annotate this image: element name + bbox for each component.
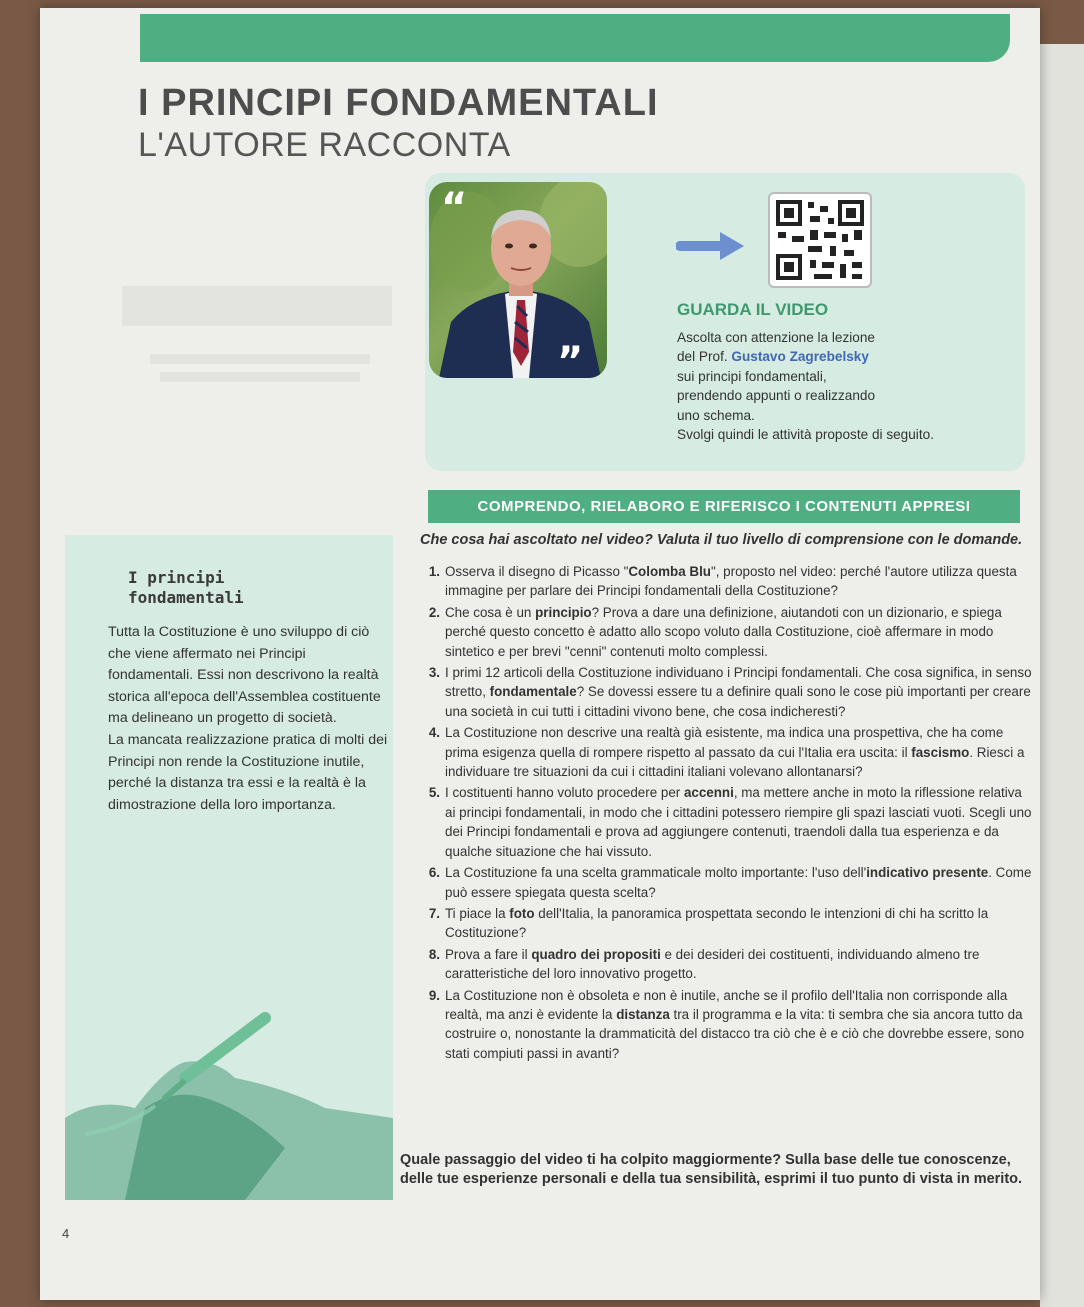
question-number: 9. xyxy=(428,987,440,1003)
question-item xyxy=(412,562,1032,601)
question-number: 2. xyxy=(428,604,440,620)
question-list xyxy=(412,562,1032,1065)
question-text: La Costituzione non è obsoleta e non è inutile, anche se il profilo dell'Italia non corrisponde alla realtà, ma anzi è evidente la xyxy=(445,987,1008,1022)
question-keyword: fondamentale xyxy=(489,684,577,700)
arrow-right-icon xyxy=(676,228,748,264)
video-text-line: uno schema. xyxy=(677,407,755,423)
quote-open-icon: “ xyxy=(441,185,468,231)
question-text: Osserva il disegno di Picasso " xyxy=(445,564,629,579)
question-text: Ti piace la xyxy=(445,905,510,921)
page-number: 4 xyxy=(62,1226,70,1241)
qr-code-icon[interactable] xyxy=(768,192,872,288)
question-number: 7. xyxy=(428,905,440,921)
faded-decoration xyxy=(122,286,392,326)
question-text: La Costituzione fa una scelta grammaticale molto importante: l'uso dell' xyxy=(445,865,867,881)
sidebar-text xyxy=(108,622,388,816)
question-text: dell'Italia, la panoramica prospettata secondo le intenzioni di chi ha scritto la Costituzione? xyxy=(445,905,989,941)
question-text: La Costituzione non descrive una realtà già esistente, ma indica una prospettiva, che ha come prima esigenza quella di rompere rispetto al passato da cui l'Italia era uscita: il xyxy=(445,725,1004,760)
question-text: Che cosa è un xyxy=(445,604,536,620)
question-text: I primi 12 articoli della Costituzione individuano i Principi fondamentali. Che cosa significa, in senso stretto, xyxy=(445,665,1032,700)
question-number: 4. xyxy=(428,725,440,741)
question-text: Prova a fare il xyxy=(445,946,532,962)
question-keyword: quadro dei propositi xyxy=(531,946,661,962)
faded-decoration xyxy=(160,372,360,382)
sidebar-title xyxy=(128,568,328,608)
question-text: . Riesci a individuare tre situazioni da cui i cittadini italiani volevano allontanarsi? xyxy=(445,744,1025,780)
question-number: 6. xyxy=(428,865,440,881)
question-number: 1. xyxy=(428,564,440,579)
question-item xyxy=(412,603,1032,661)
question-item xyxy=(412,863,1032,902)
video-text-line: Svolgi quindi le attività proposte di seguito. xyxy=(677,427,934,443)
video-text-prefix: del Prof. xyxy=(677,349,732,365)
video-text-line: prendendo appunti o realizzando xyxy=(677,388,876,404)
question-text: ? Prova a dare una definizione, aiutandoti con un dizionario, e spiega perché questo concetto è adatto allo scopo voluto dalla Costituzione, cioè affermare in modo sintetico e per brevi "cenni" contenuti molto complessi. xyxy=(445,604,1002,659)
header-color-bar xyxy=(140,14,1010,62)
question-text: I costituenti hanno voluto procedere per xyxy=(445,785,684,801)
question-item xyxy=(412,723,1032,781)
question-keyword: distanza xyxy=(616,1006,670,1022)
question-item xyxy=(412,663,1032,721)
question-text: . Come può essere spiegata questa scelta? xyxy=(445,865,1032,900)
page-subtitle: L'AUTORE RACCONTA xyxy=(138,126,511,164)
closing-question: Quale passaggio del video ti ha colpito maggiormente? Sulla base delle tue conoscenze, delle tue esperienze personali e della tua sensibilità, esprimi il tuo punto di vista in merito. xyxy=(400,1152,1023,1188)
sidebar-paragraph: La mancata realizzazione pratica di molti dei Principi non rende la Costituzione inutile, perché la distanza tra essi e la realtà è la dimostrazione della loro importanza. xyxy=(108,731,388,813)
question-keyword: Colomba Blu xyxy=(628,564,711,579)
question-item xyxy=(412,945,1032,984)
question-text: ", proposto nel video: perché l'autore utilizza questa immagine per parlare dei Principi fondamentali della Costituzione? xyxy=(445,564,1017,599)
author-photo xyxy=(429,182,607,378)
question-keyword: indicativo presente xyxy=(866,865,989,881)
question-text: ? Se dovessi essere tu a definire quali sono le cose più importanti per creare una società in cui tutti i cittadini vivono bene, che cosa indicheresti? xyxy=(445,684,1031,719)
quote-close-icon: ” xyxy=(557,339,584,378)
section-intro: Che cosa hai ascoltato nel video? Valuta il tuo livello di comprensione con le domande. xyxy=(420,532,1023,548)
next-page-edge xyxy=(1040,44,1084,1307)
question-number: 8. xyxy=(428,946,440,962)
question-item xyxy=(412,783,1032,861)
page-title: I PRINCIPI FONDAMENTALI xyxy=(138,82,659,124)
video-text-line xyxy=(677,347,1017,366)
question-text: , ma mettere anche in moto la riflessione relativa ai principi fondamentali, in modo che i cittadini potessero riempire gli spazi lasciati vuoti. Scegli uno dei Principi fondamentali e prova ad aggiungere contenuti, traendoli dalla tua esperienza e da qualche situazione che hai vissuto. xyxy=(445,785,1032,859)
video-title: GUARDA IL VIDEO xyxy=(677,300,829,319)
question-keyword: foto xyxy=(509,905,535,921)
section-banner: COMPRENDO, RIELABORO E RIFERISCO I CONTENUTI APPRESI xyxy=(428,490,1020,523)
question-item xyxy=(412,986,1032,1064)
video-instructions xyxy=(677,328,1017,444)
question-text: tra il programma e la vita: ti sembra che sia ancora tutto da costruire o, nonostante la drammaticità del distacco tra ciò che è e ciò che dovrebbe essere, sono stati compiuti passi in avanti? xyxy=(445,1006,1025,1061)
question-number: 5. xyxy=(428,785,440,801)
sidebar-paragraph: Tutta la Costituzione è uno sviluppo di ciò che viene affermato nei Principi fondamentali. Essi non descrivono la realtà storica all'epoca dell'Assemblea costituente ma delineano un progetto di società. xyxy=(108,624,381,727)
textbook-page xyxy=(40,8,1040,1300)
question-keyword: principio xyxy=(535,604,592,620)
video-text-line: sui principi fondamentali, xyxy=(677,368,827,384)
professor-name: Gustavo Zagrebelsky xyxy=(731,349,869,365)
question-keyword: accenni xyxy=(683,785,734,801)
sidebar-title-line: fondamentali xyxy=(128,588,244,607)
sidebar-title-line: I principi xyxy=(128,568,225,587)
video-text-line: Ascolta con attenzione la lezione xyxy=(677,330,875,345)
question-text: e dei desideri dei costituenti, individuando almeno tre caratteristiche del loro innovativo progetto. xyxy=(445,946,980,982)
question-item xyxy=(412,904,1032,943)
question-keyword: fascismo xyxy=(911,744,970,760)
question-number: 3. xyxy=(428,665,440,681)
hand-writing-illustration xyxy=(65,998,393,1200)
faded-decoration xyxy=(150,354,370,364)
